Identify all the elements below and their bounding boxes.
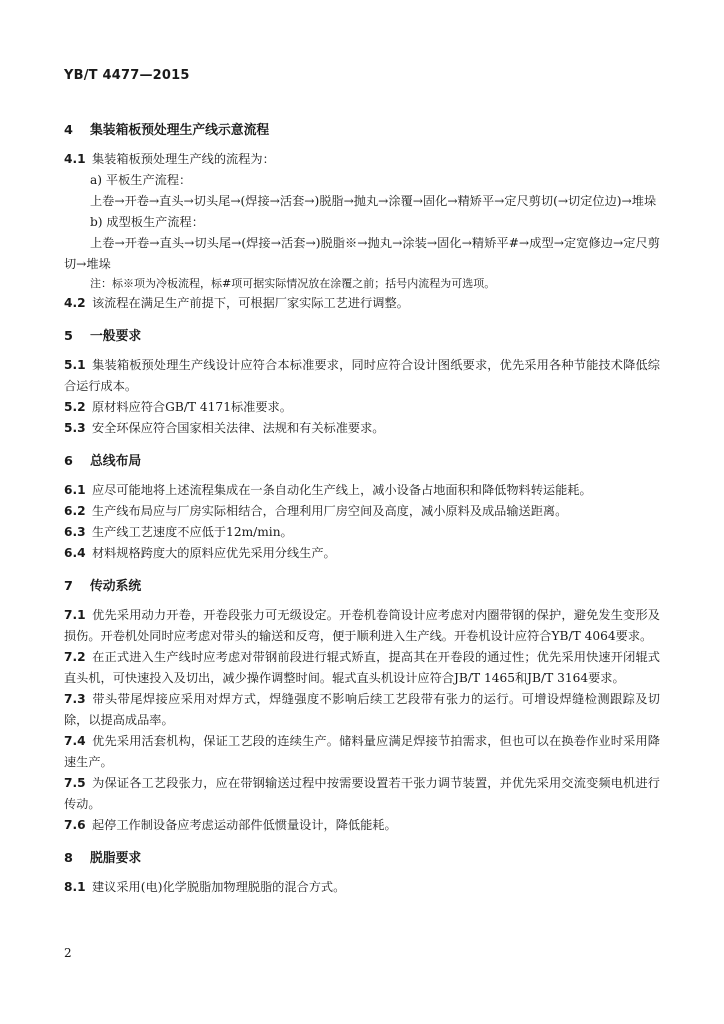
flow-note: 注：标※项为冷板流程，标#项可据实际情况放在涂覆之前；括号内流程为可选项。 — [90, 277, 496, 290]
clause-7-1: 7.1 优先采用动力开卷，开卷段张力可无级设定。开卷机卷筒设计应考虑对内圈带钢的保护，避免发生变形及损伤。开卷机处同时应考虑对带头的输送和反弯，便于顺利进入生产线。开卷机设计应符合YB/T 4064要求。 — [64, 608, 660, 643]
section-heading-7: 7 传动系统 — [64, 579, 142, 594]
section-heading-6: 6 总线布局 — [64, 454, 142, 469]
clause-7-4: 7.4 优先采用活套机构，保证工艺段的连续生产。储料量应满足焊接节拍需求，但也可以在换卷作业时采用降速生产。 — [64, 734, 660, 769]
clause-8-1: 8.1 建议采用(电)化学脱脂加物理脱脂的混合方式。 — [64, 880, 346, 894]
clause-5-1: 5.1 集装箱板预处理生产线设计应符合本标准要求，同时应符合设计图纸要求，优先采用各种节能技术降低综合运行成本。 — [64, 358, 660, 393]
section-heading-8: 8 脱脂要求 — [64, 851, 142, 866]
clause-5-2: 5.2 原材料应符合GB/T 4171标准要求。 — [64, 400, 292, 414]
clause-4-1: 4.1 集装箱板预处理生产线的流程为： — [64, 152, 275, 166]
flat-plate-flow: 上卷→开卷→直头→切头尾→(焊接→活套→)脱脂→抛丸→涂覆→固化→精矫平→定尺剪切(→切定位边)→堆垛 — [90, 194, 657, 208]
section-heading-4: 4 集装箱板预处理生产线示意流程 — [64, 123, 270, 138]
standard-code-header: YB/T 4477—2015 — [64, 68, 190, 83]
document-body — [64, 120, 660, 898]
clause-7-6: 7.6 起停工作制设备应考虑运动部件低惯量设计，降低能耗。 — [64, 818, 397, 832]
clause-6-4: 6.4 材料规格跨度大的原料应优先采用分线生产。 — [64, 546, 336, 560]
list-item-a-label: a) 平板生产流程： — [90, 173, 192, 187]
clause-7-5: 7.5 为保证各工艺段张力，应在带钢输送过程中按需要设置若干张力调节装置，并优先采用交流变频电机进行传动。 — [64, 776, 660, 811]
page-number: 2 — [64, 946, 72, 960]
clause-5-3: 5.3 安全环保应符合国家相关法律、法规和有关标准要求。 — [64, 421, 385, 435]
clause-6-2: 6.2 生产线布局应与厂房实际相结合，合理利用厂房空间及高度，减小原料及成品输送距离。 — [64, 504, 568, 518]
clause-4-2: 4.2 该流程在满足生产前提下，可根据厂家实际工艺进行调整。 — [64, 296, 409, 310]
formed-plate-flow: 上卷→开卷→直头→切头尾→(焊接→活套→)脱脂※→抛丸→涂装→固化→精矫平#→成型→定宽修边→定尺剪切→堆垛 — [64, 236, 660, 271]
clause-6-3: 6.3 生产线工艺速度不应低于12m/min。 — [64, 525, 293, 539]
clause-6-1: 6.1 应尽可能地将上述流程集成在一条自动化生产线上，减小设备占地面积和降低物料转运能耗。 — [64, 483, 592, 497]
list-item-b-label: b) 成型板生产流程： — [90, 215, 204, 229]
clause-7-2: 7.2 在正式进入生产线时应考虑对带钢前段进行辊式矫直，提高其在开卷段的通过性；优先采用快速开闭辊式直头机，可快速投入及切出，减少操作调整时间。辊式直头机设计应符合JB/T 1465和JB/T 3164要求。 — [64, 650, 660, 685]
section-heading-5: 5 一般要求 — [64, 329, 142, 344]
clause-7-3: 7.3 带头带尾焊接应采用对焊方式，焊缝强度不影响后续工艺段带有张力的运行。可增设焊缝检测跟踪及切除，以提高成品率。 — [64, 692, 660, 727]
